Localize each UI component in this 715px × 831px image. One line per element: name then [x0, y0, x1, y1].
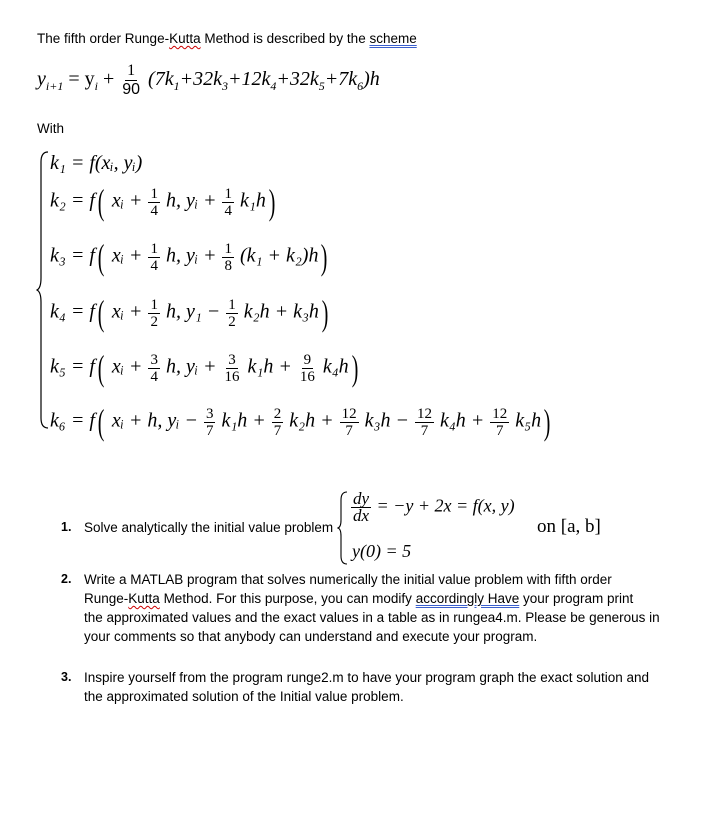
k-term: xᵢ + — [111, 300, 143, 323]
ivp-ode — [350, 491, 515, 524]
frac-num: 2 — [273, 405, 282, 422]
k-term: k₁h + — [221, 409, 266, 432]
formula-sub: 3 — [221, 79, 228, 94]
intro-kutta: Kutta — [169, 31, 201, 46]
intro-scheme: scheme — [369, 31, 417, 46]
k-term: k₁h + — [247, 355, 292, 378]
item-1-number: 1. — [61, 520, 72, 534]
item-2-accordingly: accordingly Have — [415, 591, 520, 606]
k-term: k₄h + — [439, 409, 485, 432]
k-term: h, yᵢ + — [165, 189, 217, 212]
with-label: With — [37, 121, 64, 136]
k-fraction — [272, 406, 284, 439]
formula-lhs: y — [37, 68, 46, 91]
frac-den: 4 — [224, 202, 232, 219]
frac-den: 16 — [299, 368, 315, 385]
frac-num: 1 — [150, 185, 158, 202]
item-2-line-2 — [84, 589, 633, 608]
frac-num: 12 — [341, 405, 357, 422]
frac-num: 12 — [416, 405, 432, 422]
k-prefix: k₄ = f — [50, 300, 95, 323]
formula-term: +32k — [276, 68, 319, 91]
k-fraction — [222, 352, 241, 385]
formula-term: (7k — [148, 68, 174, 91]
k-fraction — [222, 186, 234, 219]
frac-num: 1 — [150, 296, 158, 313]
frac-den: 4 — [150, 368, 158, 385]
k-fraction — [148, 297, 160, 330]
k-term: k₁h — [239, 189, 266, 212]
k-fraction — [204, 406, 216, 439]
frac-num: 1 — [228, 296, 236, 313]
k-fraction — [490, 406, 509, 439]
ivp-brace — [337, 490, 349, 566]
item-3-line-2: the approximated solution of the Initial value problem. — [84, 689, 404, 704]
k6-line: k₆ = f( xᵢ + h, yᵢ − $\frac{3}{7}$ k₁h + $\frac{2}{7}$ k₂h + $\frac{12}{7}$ k₃h − $\frac{12}{7}$ k₄h + $\frac{12}{7}$ k₅h) — [50, 402, 551, 442]
k5-line: k₅ = f( xᵢ + $\frac{3}{4}$ h, yᵢ + $\frac{3}{16}$ k₁h + $\frac{9}{16}$ k₄h) — [50, 348, 358, 388]
k-prefix: k₂ = f — [50, 189, 95, 212]
frac-den: 90 — [122, 81, 141, 98]
k-term: k₃h − — [364, 409, 409, 432]
k-term: k₅h — [515, 409, 542, 432]
formula-term: +12k — [227, 68, 271, 91]
ivp-initial-condition: y(0) = 5 — [352, 541, 412, 561]
formula-sub: 6 — [357, 79, 364, 94]
formula-sub: i+1 — [45, 79, 64, 94]
k3-line: k₃ = f( xᵢ + $\frac{1}{4}$ h, yᵢ + $\frac{1}{8}$ (k₁ + k₂)h) — [50, 237, 328, 277]
item-2-line-3: the approximated values and the exact values in a table as in rungea4.m. Please be generous in — [84, 610, 660, 625]
frac-num: dy — [353, 489, 370, 508]
ode-rhs: = −y + 2x = f(x, y) — [376, 495, 515, 516]
k-term: h, y₁ − — [165, 300, 221, 323]
frac-num: 12 — [492, 405, 508, 422]
frac-den: 2 — [150, 313, 158, 330]
k-term: xᵢ + — [111, 189, 143, 212]
item-3-number: 3. — [61, 670, 72, 684]
intro-text — [37, 29, 417, 48]
item-2-line-4: your comments so that anybody can understand and execute your program. — [84, 629, 538, 644]
k-fraction — [148, 352, 160, 385]
item-1-text: Solve analytically the initial value problem — [84, 520, 334, 535]
k-fraction — [226, 297, 238, 330]
frac-den: 7 — [345, 422, 353, 439]
k1-line: k₁ = f(xᵢ, yᵢ) — [50, 152, 143, 174]
formula-sub: 5 — [318, 79, 325, 94]
formula-sub: i — [94, 79, 98, 94]
frac-den: 8 — [224, 257, 232, 274]
frac-den: 2 — [228, 313, 236, 330]
frac-num: 3 — [228, 351, 236, 368]
item-2-number: 2. — [61, 572, 72, 586]
ivp-interval: on [a, b] — [537, 516, 601, 537]
formula-sub: 1 — [173, 79, 180, 94]
formula-term: +32k — [179, 68, 222, 91]
frac-den: 7 — [205, 422, 214, 439]
k-prefix: k₆ = f — [50, 409, 95, 432]
frac-num: 3 — [205, 405, 214, 422]
k-fraction — [148, 186, 160, 219]
k-fraction — [222, 241, 234, 274]
item-2-part: Runge- — [84, 591, 129, 606]
frac-den: 7 — [420, 422, 429, 439]
k-term: xᵢ + — [111, 244, 143, 267]
formula-term: +7k — [324, 68, 358, 91]
frac-den: 16 — [224, 368, 240, 385]
frac-num: 1 — [150, 240, 158, 257]
k-term: xᵢ + — [111, 355, 143, 378]
item-2-part: your program print — [519, 591, 634, 606]
item-2-kutta: Kutta — [128, 591, 160, 606]
intro-part: Method is described by the — [200, 31, 370, 46]
formula-sub: 4 — [270, 79, 277, 94]
k-term: h, yᵢ + — [165, 355, 217, 378]
frac-num: 1 — [224, 185, 232, 202]
frac-den: 4 — [150, 257, 158, 274]
ode-derivative — [351, 491, 371, 524]
k-fraction — [415, 406, 434, 439]
intro-part: The fifth order Runge- — [37, 31, 170, 46]
k-fraction — [298, 352, 317, 385]
formula-fraction — [120, 62, 142, 99]
item-2-part: Method. For this purpose, you can modify — [159, 591, 416, 606]
k4-line: k₄ = f( xᵢ + $\frac{1}{2}$ h, y₁ − $\frac{1}{2}$ k₂h + k₃h) — [50, 293, 329, 333]
system-brace — [36, 150, 50, 430]
k-term: k₂h + — [289, 409, 334, 432]
main-formula — [37, 62, 380, 99]
frac-num: 9 — [303, 351, 312, 368]
item-2-line-1: Write a MATLAB program that solves numerically the initial value problem with fifth order — [84, 572, 612, 587]
frac-num: 1 — [224, 240, 232, 257]
frac-den: 7 — [273, 422, 282, 439]
k-prefix: k₅ = f — [50, 355, 95, 378]
k-fraction — [340, 406, 359, 439]
k-term: xᵢ + h, yᵢ − — [111, 409, 198, 432]
k-prefix: k₃ = f — [50, 244, 95, 267]
item-3-line-1: Inspire yourself from the program runge2.m to have your program graph the exact solution and — [84, 670, 650, 685]
k-term: k₄h — [322, 355, 349, 378]
formula-term: )h — [363, 68, 380, 91]
frac-den: 7 — [496, 422, 504, 439]
k-term: h, yᵢ + — [165, 244, 217, 267]
k2-line: k₂ = f( xᵢ + $\frac{1}{4}$ h, yᵢ + $\frac{1}{4}$ k₁h) — [50, 182, 276, 222]
k-fraction — [148, 241, 160, 274]
formula-equals: = y — [68, 68, 95, 91]
frac-den: dx — [353, 506, 370, 525]
frac-num: 1 — [127, 62, 136, 79]
k-term: k₂h + k₃h — [243, 300, 319, 323]
k-term: (k₁ + k₂)h — [239, 244, 319, 267]
frac-num: 3 — [150, 351, 158, 368]
formula-plus: + — [102, 68, 115, 91]
frac-den: 4 — [150, 202, 158, 219]
